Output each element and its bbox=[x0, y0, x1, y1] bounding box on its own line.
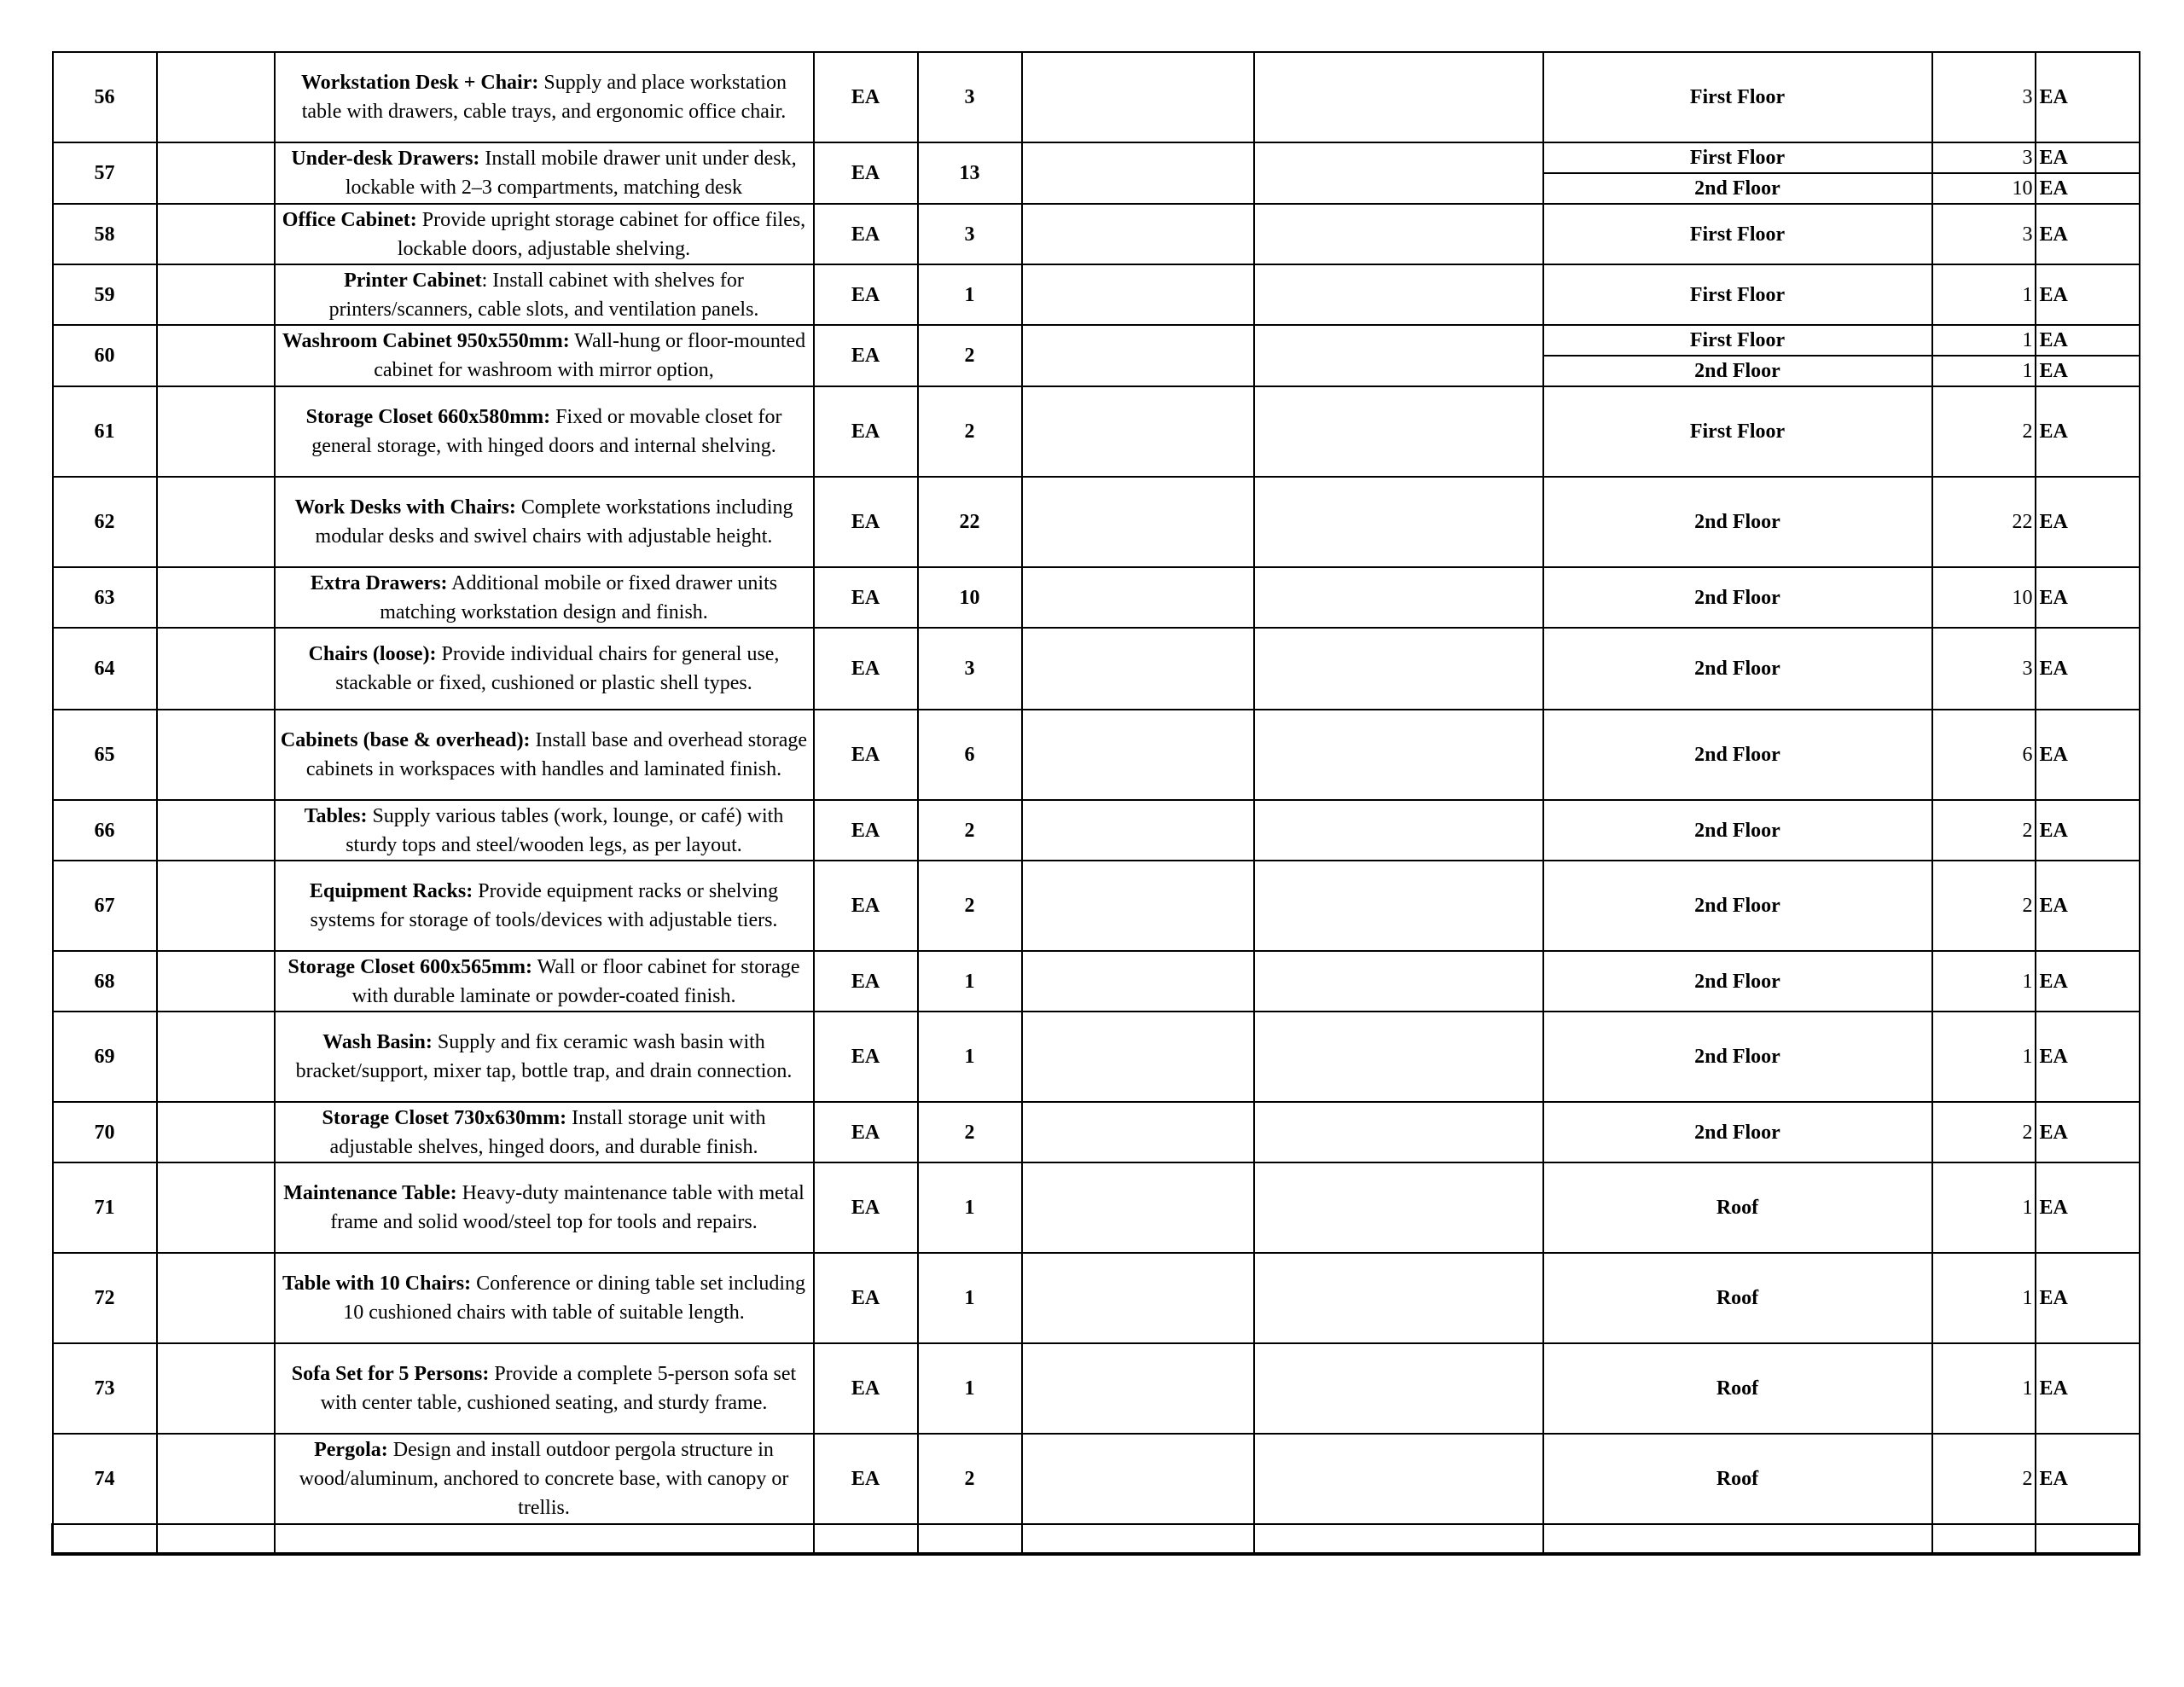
location-quantity: 10 bbox=[1932, 567, 2036, 628]
location-name: First Floor bbox=[1543, 204, 1932, 264]
item-number: 74 bbox=[53, 1434, 157, 1524]
item-title: Storage Closet 660x580mm: bbox=[305, 406, 551, 429]
location-unit: EA bbox=[2036, 204, 2140, 264]
item-unit: EA bbox=[814, 142, 918, 204]
item-quantity: 1 bbox=[918, 1012, 1022, 1102]
item-quantity: 1 bbox=[918, 951, 1022, 1012]
location-name: 2nd Floor bbox=[1543, 710, 1932, 800]
empty-cell bbox=[1022, 1524, 1254, 1554]
item-quantity: 3 bbox=[918, 628, 1022, 710]
item-amount-cell bbox=[1254, 142, 1543, 204]
item-unit: EA bbox=[814, 1102, 918, 1162]
location-unit: EA bbox=[2036, 628, 2140, 710]
item-number: 56 bbox=[53, 52, 157, 142]
item-number: 57 bbox=[53, 142, 157, 204]
location-unit: EA bbox=[2036, 1253, 2140, 1343]
item-unit: EA bbox=[814, 567, 918, 628]
item-number: 73 bbox=[53, 1343, 157, 1434]
item-text: Design and install outdoor pergola structure in wood/aluminum, anchored to concrete base, with canopy or trellis. bbox=[299, 1439, 789, 1520]
item-rate-cell bbox=[1022, 142, 1254, 204]
table-row bbox=[53, 477, 2140, 567]
item-ref-cell bbox=[157, 386, 275, 477]
item-amount-cell bbox=[1254, 567, 1543, 628]
table-row bbox=[53, 628, 2140, 710]
item-title: Office Cabinet: bbox=[282, 208, 417, 231]
item-unit: EA bbox=[814, 204, 918, 264]
item-amount-cell bbox=[1254, 477, 1543, 567]
item-title: Equipment Racks: bbox=[309, 880, 473, 903]
item-unit: EA bbox=[814, 1434, 918, 1524]
item-quantity: 6 bbox=[918, 710, 1022, 800]
item-description bbox=[275, 1343, 814, 1434]
empty-row bbox=[53, 1524, 2140, 1554]
location-name: 2nd Floor bbox=[1543, 1102, 1932, 1162]
item-unit: EA bbox=[814, 264, 918, 325]
item-number: 64 bbox=[53, 628, 157, 710]
empty-cell bbox=[918, 1524, 1022, 1554]
item-rate-cell bbox=[1022, 477, 1254, 567]
item-amount-cell bbox=[1254, 1102, 1543, 1162]
location-unit: EA bbox=[2036, 1434, 2140, 1524]
item-description bbox=[275, 800, 814, 861]
location-quantity: 22 bbox=[1932, 477, 2036, 567]
item-unit: EA bbox=[814, 325, 918, 386]
table-row bbox=[53, 861, 2140, 951]
item-rate-cell bbox=[1022, 1162, 1254, 1253]
item-number: 62 bbox=[53, 477, 157, 567]
empty-cell bbox=[157, 1524, 275, 1554]
location-quantity: 10 bbox=[1932, 173, 2036, 204]
item-quantity: 10 bbox=[918, 567, 1022, 628]
item-quantity: 2 bbox=[918, 1434, 1022, 1524]
item-description bbox=[275, 951, 814, 1012]
item-title: Chairs (loose): bbox=[308, 643, 437, 666]
item-quantity: 1 bbox=[918, 1162, 1022, 1253]
item-title: Work Desks with Chairs: bbox=[294, 496, 516, 519]
item-description bbox=[275, 861, 814, 951]
item-rate-cell bbox=[1022, 1102, 1254, 1162]
item-description bbox=[275, 477, 814, 567]
item-ref-cell bbox=[157, 52, 275, 142]
location-quantity: 1 bbox=[1932, 356, 2036, 386]
item-text: Provide individual chairs for general use, stackable or fixed, cushioned or plastic shell types. bbox=[335, 643, 780, 695]
item-amount-cell bbox=[1254, 628, 1543, 710]
item-rate-cell bbox=[1022, 52, 1254, 142]
item-number: 70 bbox=[53, 1102, 157, 1162]
location-quantity: 3 bbox=[1932, 204, 2036, 264]
item-unit: EA bbox=[814, 386, 918, 477]
item-title: Washroom Cabinet 950x550mm: bbox=[282, 330, 570, 353]
location-quantity: 1 bbox=[1932, 1162, 2036, 1253]
item-title: Storage Closet 730x630mm: bbox=[322, 1106, 567, 1129]
empty-cell bbox=[2036, 1524, 2140, 1554]
location-name: 2nd Floor bbox=[1543, 951, 1932, 1012]
empty-cell bbox=[53, 1524, 157, 1554]
item-text: Wall-hung or floor-mounted cabinet for washroom with mirror option, bbox=[374, 330, 806, 382]
location-name: 2nd Floor bbox=[1543, 1012, 1932, 1102]
item-rate-cell bbox=[1022, 861, 1254, 951]
item-description bbox=[275, 1162, 814, 1253]
item-title: Maintenance Table: bbox=[283, 1182, 457, 1205]
location-unit: EA bbox=[2036, 52, 2140, 142]
item-amount-cell bbox=[1254, 800, 1543, 861]
item-title: Tables: bbox=[304, 804, 368, 827]
item-number: 66 bbox=[53, 800, 157, 861]
item-text: Wall or floor cabinet for storage with durable laminate or powder-coated finish. bbox=[351, 955, 800, 1007]
location-quantity: 2 bbox=[1932, 386, 2036, 477]
location-quantity: 2 bbox=[1932, 1102, 2036, 1162]
item-number: 59 bbox=[53, 264, 157, 325]
location-unit: EA bbox=[2036, 173, 2140, 204]
item-title: Sofa Set for 5 Persons: bbox=[291, 1363, 490, 1386]
location-quantity: 2 bbox=[1932, 800, 2036, 861]
item-amount-cell bbox=[1254, 1343, 1543, 1434]
table-row bbox=[53, 1343, 2140, 1434]
location-name: Roof bbox=[1543, 1434, 1932, 1524]
item-description bbox=[275, 204, 814, 264]
location-quantity: 2 bbox=[1932, 1434, 2036, 1524]
item-quantity: 2 bbox=[918, 800, 1022, 861]
item-amount-cell bbox=[1254, 204, 1543, 264]
location-quantity: 1 bbox=[1932, 951, 2036, 1012]
item-quantity: 2 bbox=[918, 386, 1022, 477]
location-name: First Floor bbox=[1543, 52, 1932, 142]
item-quantity: 13 bbox=[918, 142, 1022, 204]
table-row bbox=[53, 567, 2140, 628]
location-quantity: 1 bbox=[1932, 325, 2036, 356]
item-text: Supply and fix ceramic wash basin with bracket/support, mixer tap, bottle trap, and drain connection. bbox=[295, 1031, 793, 1083]
location-name: 2nd Floor bbox=[1543, 800, 1932, 861]
item-text: Complete workstations including modular desks and swivel chairs with adjustable height. bbox=[315, 496, 793, 548]
table-row bbox=[53, 710, 2140, 800]
item-number: 61 bbox=[53, 386, 157, 477]
item-text: Provide upright storage cabinet for office files, lockable doors, adjustable shelving. bbox=[397, 208, 806, 260]
location-unit: EA bbox=[2036, 142, 2140, 173]
location-unit: EA bbox=[2036, 1162, 2140, 1253]
item-description bbox=[275, 1012, 814, 1102]
item-rate-cell bbox=[1022, 567, 1254, 628]
item-ref-cell bbox=[157, 1253, 275, 1343]
item-number: 60 bbox=[53, 325, 157, 386]
item-ref-cell bbox=[157, 800, 275, 861]
table-row bbox=[53, 1434, 2140, 1524]
table-row bbox=[53, 1012, 2140, 1102]
table-row bbox=[53, 1162, 2140, 1253]
item-text: Install base and overhead storage cabinets in workspaces with handles and laminated finish. bbox=[305, 729, 808, 781]
item-rate-cell bbox=[1022, 386, 1254, 477]
location-name: Roof bbox=[1543, 1343, 1932, 1434]
item-unit: EA bbox=[814, 861, 918, 951]
location-unit: EA bbox=[2036, 325, 2140, 356]
empty-cell bbox=[275, 1524, 814, 1554]
item-amount-cell bbox=[1254, 1434, 1543, 1524]
item-ref-cell bbox=[157, 951, 275, 1012]
location-quantity: 1 bbox=[1932, 1343, 2036, 1434]
table-row bbox=[53, 800, 2140, 861]
location-unit: EA bbox=[2036, 567, 2140, 628]
item-amount-cell bbox=[1254, 386, 1543, 477]
location-unit: EA bbox=[2036, 710, 2140, 800]
table-row bbox=[53, 264, 2140, 325]
item-title: Under-desk Drawers: bbox=[291, 148, 480, 170]
item-unit: EA bbox=[814, 800, 918, 861]
location-unit: EA bbox=[2036, 1012, 2140, 1102]
location-unit: EA bbox=[2036, 861, 2140, 951]
item-text: Conference or dining table set including 10 cushioned chairs with table of suitable length. bbox=[343, 1272, 806, 1325]
location-name: 2nd Floor bbox=[1543, 356, 1932, 386]
item-ref-cell bbox=[157, 1434, 275, 1524]
location-quantity: 6 bbox=[1932, 710, 2036, 800]
item-title: Extra Drawers: bbox=[310, 571, 448, 594]
item-ref-cell bbox=[157, 1012, 275, 1102]
item-ref-cell bbox=[157, 142, 275, 204]
item-ref-cell bbox=[157, 1343, 275, 1434]
location-name: First Floor bbox=[1543, 142, 1932, 173]
item-quantity: 1 bbox=[918, 264, 1022, 325]
item-amount-cell bbox=[1254, 325, 1543, 386]
item-rate-cell bbox=[1022, 204, 1254, 264]
item-ref-cell bbox=[157, 477, 275, 567]
table-row bbox=[53, 325, 2140, 356]
location-unit: EA bbox=[2036, 264, 2140, 325]
location-name: Roof bbox=[1543, 1253, 1932, 1343]
table-row bbox=[53, 1253, 2140, 1343]
item-unit: EA bbox=[814, 1162, 918, 1253]
item-rate-cell bbox=[1022, 628, 1254, 710]
item-title: Pergola: bbox=[314, 1439, 388, 1462]
item-rate-cell bbox=[1022, 800, 1254, 861]
boq-table bbox=[51, 51, 2140, 1556]
location-quantity: 1 bbox=[1932, 1012, 2036, 1102]
location-quantity: 1 bbox=[1932, 264, 2036, 325]
location-unit: EA bbox=[2036, 477, 2140, 567]
item-ref-cell bbox=[157, 567, 275, 628]
item-text: Heavy-duty maintenance table with metal frame and solid wood/steel top for tools and repairs. bbox=[330, 1182, 804, 1234]
item-rate-cell bbox=[1022, 710, 1254, 800]
item-title: Cabinets (base & overhead): bbox=[280, 729, 531, 752]
item-rate-cell bbox=[1022, 264, 1254, 325]
item-unit: EA bbox=[814, 52, 918, 142]
item-unit: EA bbox=[814, 628, 918, 710]
item-description bbox=[275, 628, 814, 710]
item-quantity: 22 bbox=[918, 477, 1022, 567]
item-amount-cell bbox=[1254, 1012, 1543, 1102]
location-unit: EA bbox=[2036, 1102, 2140, 1162]
item-description bbox=[275, 1253, 814, 1343]
item-quantity: 1 bbox=[918, 1253, 1022, 1343]
item-title: Workstation Desk + Chair: bbox=[301, 71, 539, 94]
item-text: Install mobile drawer unit under desk, lockable with 2–3 compartments, matching desk bbox=[345, 148, 797, 200]
item-description bbox=[275, 386, 814, 477]
item-number: 69 bbox=[53, 1012, 157, 1102]
item-title: Table with 10 Chairs: bbox=[282, 1272, 472, 1296]
empty-cell bbox=[814, 1524, 918, 1554]
item-number: 68 bbox=[53, 951, 157, 1012]
location-name: 2nd Floor bbox=[1543, 628, 1932, 710]
table-row bbox=[53, 386, 2140, 477]
item-amount-cell bbox=[1254, 52, 1543, 142]
item-amount-cell bbox=[1254, 1253, 1543, 1343]
item-rate-cell bbox=[1022, 951, 1254, 1012]
table-row bbox=[53, 142, 2140, 173]
item-number: 65 bbox=[53, 710, 157, 800]
location-name: 2nd Floor bbox=[1543, 861, 1932, 951]
item-unit: EA bbox=[814, 1012, 918, 1102]
location-name: First Floor bbox=[1543, 386, 1932, 477]
item-quantity: 3 bbox=[918, 52, 1022, 142]
item-description bbox=[275, 52, 814, 142]
location-name: First Floor bbox=[1543, 264, 1932, 325]
item-ref-cell bbox=[157, 628, 275, 710]
item-title: Storage Closet 600x565mm: bbox=[288, 955, 533, 978]
item-rate-cell bbox=[1022, 1253, 1254, 1343]
item-quantity: 2 bbox=[918, 1102, 1022, 1162]
item-title: Printer Cabinet bbox=[344, 269, 482, 292]
location-quantity: 3 bbox=[1932, 628, 2036, 710]
location-name: Roof bbox=[1543, 1162, 1932, 1253]
table-row bbox=[53, 52, 2140, 142]
item-number: 72 bbox=[53, 1253, 157, 1343]
item-ref-cell bbox=[157, 1102, 275, 1162]
item-description bbox=[275, 710, 814, 800]
table-row bbox=[53, 204, 2140, 264]
item-unit: EA bbox=[814, 477, 918, 567]
empty-cell bbox=[1932, 1524, 2036, 1554]
item-description bbox=[275, 1434, 814, 1524]
item-text: Fixed or movable closet for general storage, with hinged doors and internal shelving. bbox=[311, 406, 782, 458]
empty-cell bbox=[1543, 1524, 1932, 1554]
location-name: First Floor bbox=[1543, 325, 1932, 356]
item-text: : Install cabinet with shelves for printers/scanners, cable slots, and ventilation panels. bbox=[328, 269, 759, 321]
location-unit: EA bbox=[2036, 356, 2140, 386]
item-ref-cell bbox=[157, 861, 275, 951]
item-text: Install storage unit with adjustable shelves, hinged doors, and durable finish. bbox=[329, 1106, 766, 1158]
item-ref-cell bbox=[157, 264, 275, 325]
item-ref-cell bbox=[157, 710, 275, 800]
item-rate-cell bbox=[1022, 1343, 1254, 1434]
item-description bbox=[275, 325, 814, 386]
item-amount-cell bbox=[1254, 264, 1543, 325]
item-quantity: 1 bbox=[918, 1343, 1022, 1434]
item-text: Supply and place workstation table with drawers, cable trays, and ergonomic office chair. bbox=[301, 71, 787, 123]
item-number: 71 bbox=[53, 1162, 157, 1253]
table-row bbox=[53, 951, 2140, 1012]
item-text: Provide a complete 5-person sofa set with center table, cushioned seating, and sturdy frame. bbox=[320, 1363, 797, 1415]
location-quantity: 3 bbox=[1932, 142, 2036, 173]
item-text: Additional mobile or fixed drawer units matching workstation design and finish. bbox=[380, 571, 778, 623]
location-quantity: 3 bbox=[1932, 52, 2036, 142]
empty-cell bbox=[1254, 1524, 1543, 1554]
item-ref-cell bbox=[157, 325, 275, 386]
item-rate-cell bbox=[1022, 325, 1254, 386]
item-number: 58 bbox=[53, 204, 157, 264]
item-unit: EA bbox=[814, 1343, 918, 1434]
item-amount-cell bbox=[1254, 1162, 1543, 1253]
location-quantity: 2 bbox=[1932, 861, 2036, 951]
item-number: 63 bbox=[53, 567, 157, 628]
item-text: Provide equipment racks or shelving systems for storage of tools/devices with adjustable tiers. bbox=[310, 880, 779, 932]
item-amount-cell bbox=[1254, 951, 1543, 1012]
item-ref-cell bbox=[157, 1162, 275, 1253]
item-quantity: 2 bbox=[918, 325, 1022, 386]
location-unit: EA bbox=[2036, 951, 2140, 1012]
item-unit: EA bbox=[814, 1253, 918, 1343]
item-unit: EA bbox=[814, 951, 918, 1012]
item-description bbox=[275, 142, 814, 204]
item-text: Supply various tables (work, lounge, or café) with sturdy tops and steel/wooden legs, as per layout. bbox=[346, 804, 784, 856]
item-quantity: 2 bbox=[918, 861, 1022, 951]
location-name: 2nd Floor bbox=[1543, 477, 1932, 567]
location-unit: EA bbox=[2036, 386, 2140, 477]
item-description bbox=[275, 567, 814, 628]
item-amount-cell bbox=[1254, 710, 1543, 800]
item-title: Wash Basin: bbox=[322, 1031, 433, 1054]
item-number: 67 bbox=[53, 861, 157, 951]
location-name: 2nd Floor bbox=[1543, 567, 1932, 628]
item-rate-cell bbox=[1022, 1012, 1254, 1102]
table-row bbox=[53, 1102, 2140, 1162]
item-description bbox=[275, 264, 814, 325]
location-quantity: 1 bbox=[1932, 1253, 2036, 1343]
item-ref-cell bbox=[157, 204, 275, 264]
item-quantity: 3 bbox=[918, 204, 1022, 264]
item-unit: EA bbox=[814, 710, 918, 800]
location-unit: EA bbox=[2036, 1343, 2140, 1434]
item-description bbox=[275, 1102, 814, 1162]
item-rate-cell bbox=[1022, 1434, 1254, 1524]
item-amount-cell bbox=[1254, 861, 1543, 951]
location-unit: EA bbox=[2036, 800, 2140, 861]
location-name: 2nd Floor bbox=[1543, 173, 1932, 204]
